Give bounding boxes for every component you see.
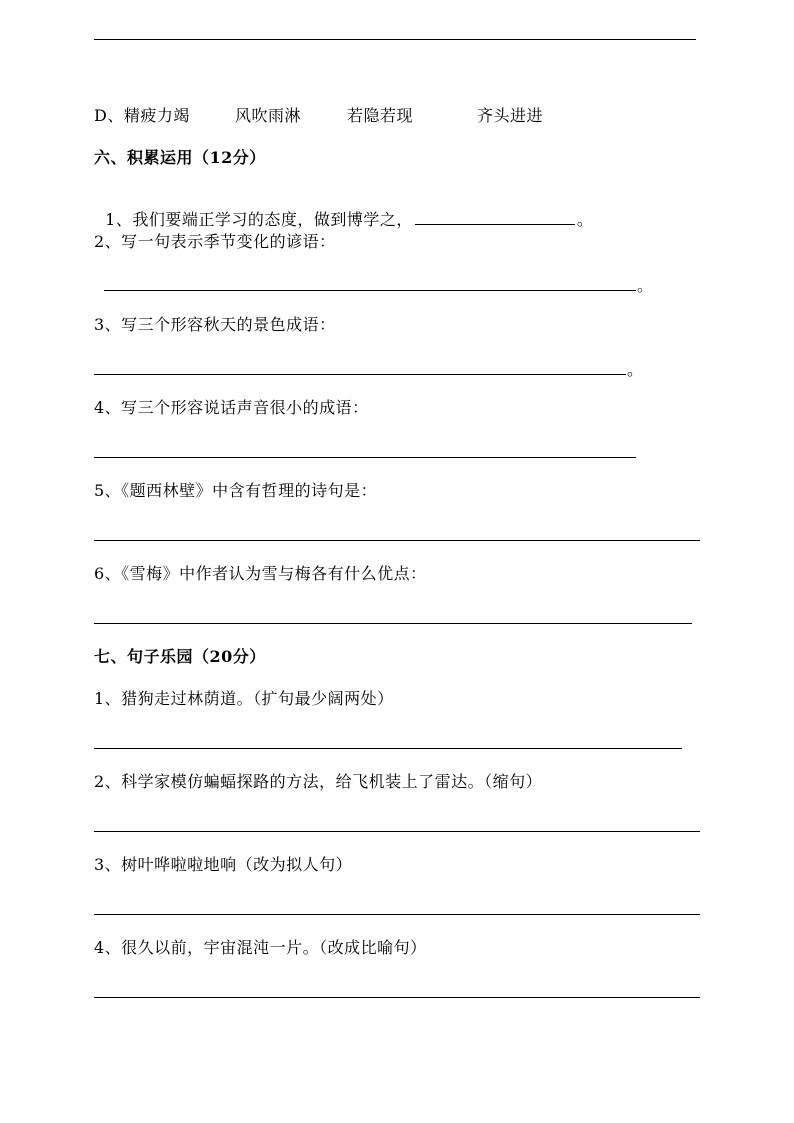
s6-q1-end: 。 bbox=[576, 210, 594, 229]
s7-question-3: 3、树叶哗啦啦地响（改为拟人句） bbox=[94, 855, 353, 874]
s6-q5-answer-line[interactable] bbox=[94, 540, 700, 541]
s6-question-5: 5、《题西林壁》中含有哲理的诗句是： bbox=[94, 481, 378, 500]
header-rule bbox=[94, 39, 696, 40]
s7-q3-answer-line[interactable] bbox=[94, 914, 700, 915]
s6-q1-text: 1、我们要端正学习的态度，做到博学之， bbox=[105, 210, 413, 229]
s6-q2-answer-line[interactable] bbox=[104, 290, 636, 291]
section-7-title: 七、句子乐园（20分） bbox=[94, 647, 266, 666]
s6-question-1 bbox=[94, 190, 593, 230]
s7-q1-answer-line[interactable] bbox=[94, 748, 682, 749]
option-d-word-3: 若隐若现 bbox=[347, 106, 414, 125]
s6-question-2: 2、写一句表示季节变化的谚语： bbox=[94, 232, 336, 251]
section-6-title: 六、积累运用（12分） bbox=[94, 148, 266, 167]
s7-question-1: 1、猎狗走过林荫道。（扩句最少阔两处） bbox=[94, 689, 394, 708]
s7-q2-answer-line[interactable] bbox=[94, 831, 700, 832]
s7-question-2: 2、科学家模仿蝙蝠探路的方法，给飞机装上了雷达。（缩句） bbox=[94, 772, 543, 791]
s7-question-4: 4、很久以前，宇宙混沌一片。（改成比喻句） bbox=[94, 938, 427, 957]
s6-question-6: 6、《雪梅》中作者认为雪与梅各有什么优点： bbox=[94, 564, 427, 583]
s6-q3-answer-line[interactable] bbox=[94, 374, 626, 375]
option-d-word-4: 齐头进进 bbox=[477, 106, 544, 125]
s6-q4-answer-line[interactable] bbox=[94, 457, 636, 458]
s6-q6-answer-line[interactable] bbox=[94, 623, 692, 624]
s6-q3-end: 。 bbox=[627, 360, 644, 379]
s6-q2-end: 。 bbox=[637, 276, 654, 295]
option-d-word-2: 风吹雨淋 bbox=[235, 106, 302, 125]
option-d-label: D、精疲力竭 bbox=[94, 106, 190, 125]
s6-question-3: 3、写三个形容秋天的景色成语： bbox=[94, 315, 336, 334]
s6-question-4: 4、写三个形容说话声音很小的成语： bbox=[94, 398, 369, 417]
s6-q1-blank[interactable] bbox=[415, 210, 575, 225]
s7-q4-answer-line[interactable] bbox=[94, 997, 700, 998]
